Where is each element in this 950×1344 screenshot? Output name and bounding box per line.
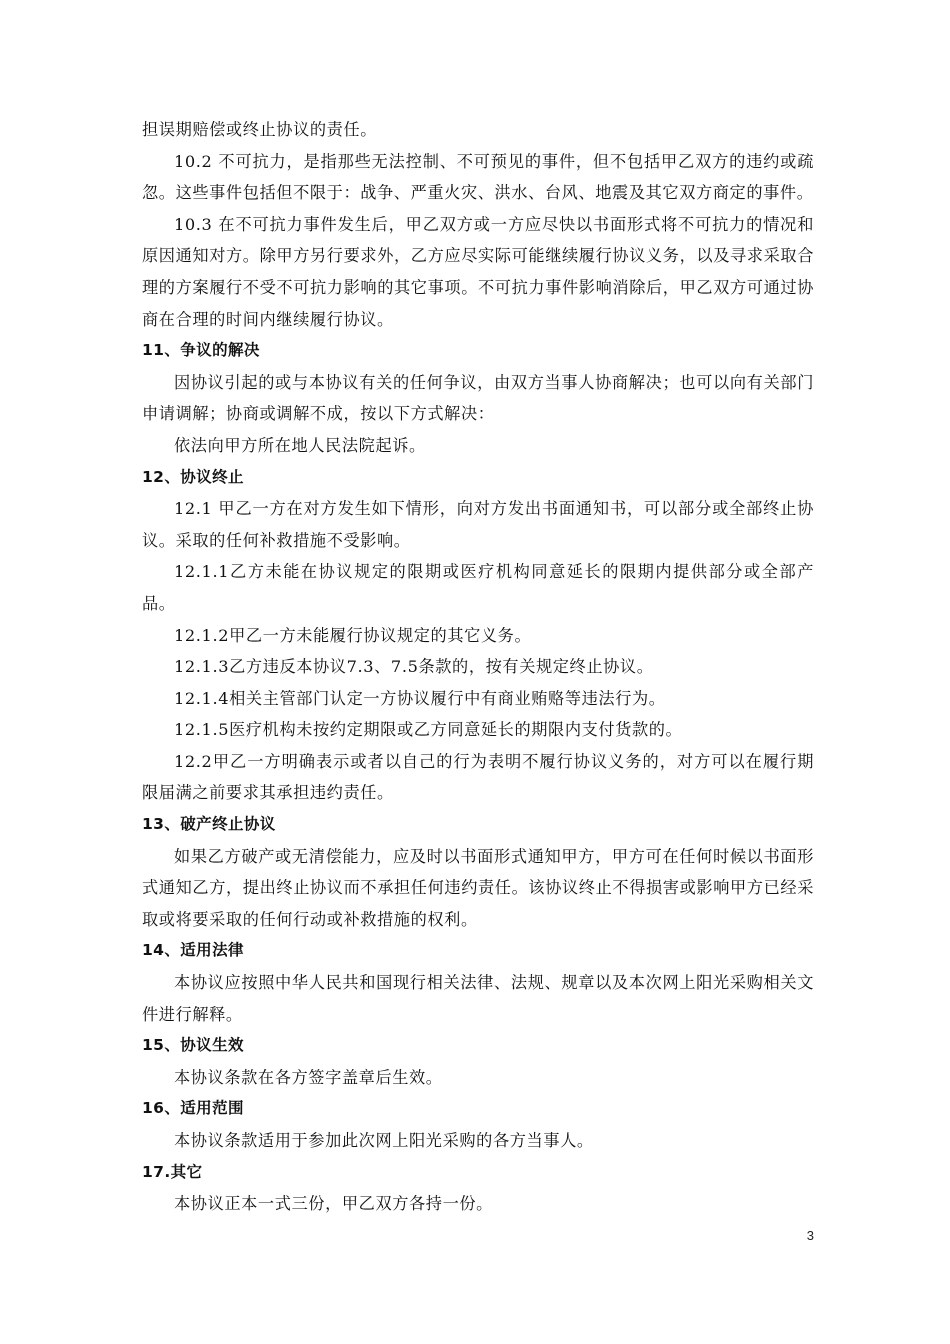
section-heading-13: 13、破产终止协议	[142, 815, 276, 834]
paragraph: 本协议条款适用于参加此次网上阳光采购的各方当事人。	[174, 1131, 594, 1150]
clause-12-1-2: 12.1.2甲乙一方未能履行协议规定的其它义务。	[174, 625, 532, 645]
clause-10-3: 10.3 在不可抗力事件发生后，甲乙双方或一方应尽快以书面形式将不可抗力的情况和原因通知对方。除甲方另行要求外，乙方应尽实际可能继续履行协议义务，以及寻求采取合理的方案履行不受不可抗力影响的其它事项。不可抗力事件影响消除后，甲乙双方可通过协商在合理的时间内继续履行协议。	[142, 214, 814, 329]
clause-10-2: 10.2 不可抗力，是指那些无法控制、不可预见的事件，但不包括甲乙双方的违约或疏忽。这些事件包括但不限于：战争、严重火灾、洪水、台风、地震及其它双方商定的事件。	[142, 151, 814, 203]
paragraph: 本协议条款在各方签字盖章后生效。	[174, 1067, 443, 1087]
clause-12-1-1: 12.1.1乙方未能在协议规定的限期或医疗机构同意延长的限期内提供部分或全部产品。	[142, 562, 814, 613]
section-heading-17: 17.其它	[142, 1162, 203, 1181]
document-body	[142, 114, 814, 1220]
section-heading-11: 11、争议的解决	[142, 341, 260, 360]
section-heading-16: 16、适用范围	[142, 1099, 244, 1118]
paragraph: 本协议正本一式三份，甲乙双方各持一份。	[174, 1194, 493, 1214]
paragraph: 担误期赔偿或终止协议的责任。	[142, 120, 378, 139]
paragraph: 因协议引起的或与本协议有关的任何争议，由双方当事人协商解决；也可以向有关部门申请调解；协商或调解不成，按以下方式解决：	[142, 372, 814, 424]
clause-12-1: 12.1 甲乙一方在对方发生如下情形，向对方发出书面通知书，可以部分或全部终止协议。采取的任何补救措施不受影响。	[142, 499, 814, 550]
section-heading-15: 15、协议生效	[142, 1036, 244, 1055]
clause-12-1-4: 12.1.4相关主管部门认定一方协议履行中有商业贿赂等违法行为。	[174, 688, 666, 708]
paragraph: 如果乙方破产或无清偿能力，应及时以书面形式通知甲方，甲方可在任何时候以书面形式通知乙方，提出终止协议而不承担任何违约责任。该协议终止不得损害或影响甲方已经采取或将要采取的任何行动或补救措施的权利。	[142, 846, 814, 929]
clause-12-1-5: 12.1.5医疗机构未按约定期限或乙方同意延长的期限内支付货款的。	[174, 720, 683, 740]
clause-12-2: 12.2甲乙一方明确表示或者以自己的行为表明不履行协议义务的，对方可以在履行期限届满之前要求其承担违约责任。	[142, 751, 814, 803]
page-number: 3	[806, 1228, 814, 1243]
paragraph: 本协议应按照中华人民共和国现行相关法律、法规、规章以及本次网上阳光采购相关文件进行解释。	[142, 973, 814, 1024]
clause-12-1-3: 12.1.3乙方违反本协议7.3、7.5条款的，按有关规定终止协议。	[174, 657, 654, 677]
section-heading-14: 14、适用法律	[142, 941, 244, 960]
section-heading-12: 12、协议终止	[142, 467, 244, 486]
paragraph: 依法向甲方所在地人民法院起诉。	[174, 435, 426, 455]
